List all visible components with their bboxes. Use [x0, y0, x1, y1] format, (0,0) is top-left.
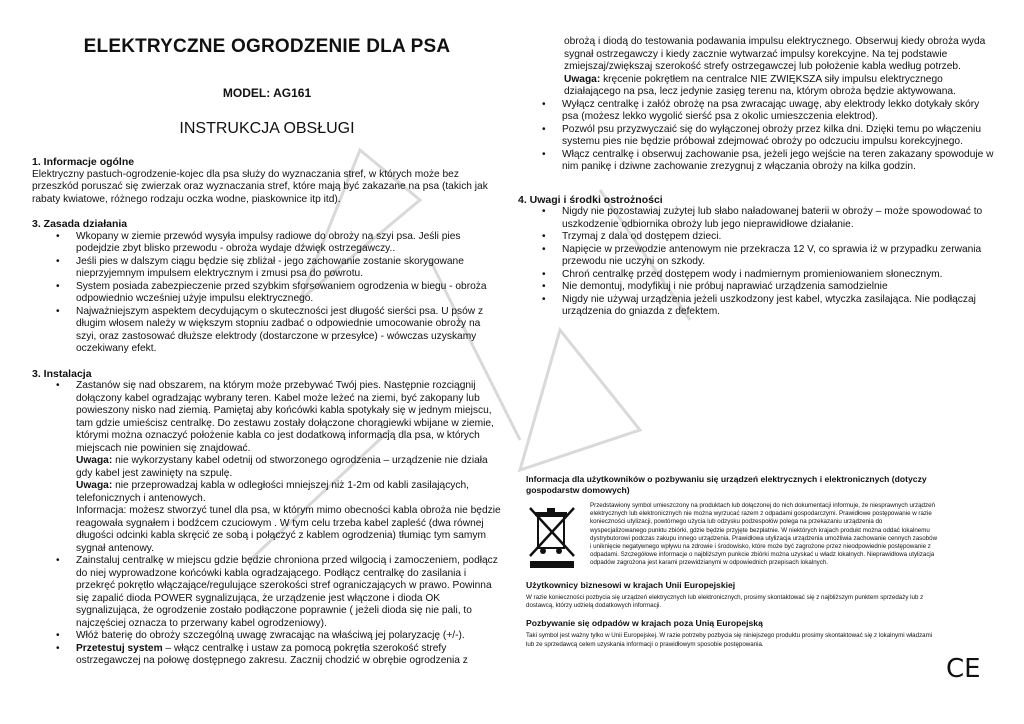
section-heading: 1. Informacje ogólne [32, 156, 135, 168]
section-heading: 3. Zasada działania [32, 218, 128, 230]
model-label: MODEL: AG161 [222, 86, 312, 100]
list-item: • Wkopany w ziemie przewód wysyła impulsy radiowe do obroży na szyi psa. Jeśli pies podejdzie zbyt blisko przewodu - obroża wydaje dźwięk ostrzegawczy.. [32, 231, 502, 256]
list-item [32, 380, 502, 555]
warning-text: kręcenie pokrętłem na centralce NIE ZWIĘKSZA siły impulsu elektrycznego działającego na psa, lecz jedynie zasięg terenu na, którym obroża będzie aktywowana. [564, 73, 956, 97]
continued-text [564, 36, 998, 99]
section-text: Elektryczny pastuch-ogrodzenie-kojec dla psa służy do wyznaczania stref, w których może bez przeszkód poruszać się zwierzak oraz wyznaczania stref, które mają być zakazane na psa (takich jak rabaty kwiatowe, różnego rodzaju oczka wodne, piaskownice itp itd). [32, 168, 488, 205]
ce-mark-logo: CE [946, 654, 981, 684]
list-item: • Włącz centralkę i obserwuj zachowanie psa, jeżeli jego wejście na teren zakazany spowoduje w nim panikę i dziwne zachowanie zrezygnuj z włączania obroży na kilka godzin. [518, 149, 998, 174]
continued-list [518, 99, 998, 174]
section-precautions [518, 194, 998, 319]
bullet-list [32, 380, 502, 668]
warning-label: Uwaga: [564, 73, 601, 85]
section-heading: 4. Uwagi i środki ostrożności [518, 193, 663, 206]
list-item [32, 643, 502, 668]
weee-heading: Informacja dla użytkowników o pozbywaniu się urządzeń elektrycznych i elektronicznych (dotyczy gospodarstw domowych) [526, 474, 927, 495]
list-item: • Trzymaj z dala od dostępem dzieci. [518, 231, 998, 244]
list-item: • Pozwól psu przyzwyczaić się do wyłączonej obroży przez kilka dni. Dzięki temu po włączeniu systemu pies nie będzie próbował zdejmować obroży po odczuciu impulsu korekcyjnego. [518, 124, 998, 149]
list-item: • Najważniejszym aspektem decydującym o skuteczności jest długość sierści psa. U psów z długim włosem należy w większym stopniu zadbać o odpowiednie umocowanie obroży na szyi, oraz zastosować dłuższe elektrody (dostarczone w przesyłce) - wówczas uzyskamy oczekiwany efekt. [32, 306, 502, 356]
section-installation [32, 368, 502, 668]
warning-text: nie wykorzystany kabel odetnij od stworzonego ogrodzenia – urządzenie nie działa gdy kabel jest zawinięty na szpulę. [76, 455, 488, 479]
list-item: • Jeśli pies w dalszym ciągu będzie się zbliżał - jego zachowanie zostanie skorygowane nieprzyjemnym impulsem elektrycznym i zmusi psa do powrotu. [32, 256, 502, 281]
list-item: • Napięcie w przewodzie antenowym nie przekracza 12 V, co sprawia iż w przypadku zerwania przewodu nie uczyni on szkody. [518, 244, 998, 269]
item-text: Zastanów się nad obszarem, na którym może przebywać Twój pies. Następnie rozciągnij dołączony kabel ogradzając wybrany teren. Kabel może leżeć na ziemi, być zakopany lub powieszony nisko nad ziemią. Pamiętaj aby końcówki kabla spotykały się w jednym miejscu, tam gdzie umieścisz centralkę. Do zestawu zostały dołączone chorągiewki wbijane w ziemie, którymi można oznaczyć położenie kabla co jest dodatkową informacją dla psa, w których miejscach nie powinien się znajdować. [76, 380, 494, 454]
instructions-subtitle: INSTRUKCJA OBSŁUGI [179, 120, 355, 137]
non-eu-text: Taki symbol jest ważny tylko w Unii Europejskej. W razie potrzeby pozbycia się niniejszego produktu prosimy skontaktować się z lokalnymi władzami lub ze sprzedawcą celem uzyskania informacji o prawidłowym sposobie postępowania. [526, 632, 933, 648]
bullet-list [518, 206, 998, 319]
non-eu-heading: Pozbywanie się odpadów w krajach poza Unią Europejską [526, 618, 763, 629]
info-text: Informacja: możesz stworzyć tunel dla psa, w którym mimo obecności kabla obroża nie będzie reagowała sygnałem i bodźcem czuciowym . W tym celu trzeba kabel zapleść (dwa równej długości odcinki kabla skręcić ze sobą i połączyć z kablem ogrodzenia) tłumiąc tym samym sygnał antenowy. [76, 505, 501, 554]
list-item: • Zainstaluj centralkę w miejscu gdzie będzie chroniona przed wilgocią i zamoczeniem, podłącz do niej wyprowadzone końcówki kabla ogradzającego. Podłącz centralkę do zasilania i przekręć pokrętło włączające/regulujące szerokości stref ograniczających w prawo. Powinna się zapalić dioda POWER sygnalizująca, że urządzenie jest włączone i dioda OK sygnalizująca, że ogrodzenie zostało podłączone poprawnie ( jeżeli dioda się nie pali, to najczęściej oznacza to przerwany kabel ogrodzeniowy). [32, 555, 502, 630]
list-item: • Chroń centralkę przed dostępem wody i nadmiernym promieniowaniem słonecznym. [518, 269, 998, 282]
document-title: ELEKTRYCZNE OGRODZENIE DLA PSA [83, 36, 451, 57]
section-operating-principle [32, 218, 502, 356]
item-text: – włącz centralkę i ustaw za pomocą pokrętła szerokość strefy ostrzegawczej na połowę dostępnego zakresu. Zacznij chodzić w obrębie ogrodzenia z [76, 642, 468, 666]
section-heading: 3. Instalacja [32, 367, 92, 380]
warning-text: nie przeprowadzaj kabla w odległości mniejszej niż 1-2m od kabli zasilających, telefonicznych i antenowych. [76, 480, 469, 504]
bullet-list [518, 99, 998, 174]
crossed-bin-icon [522, 502, 582, 572]
weee-body: Przedstawiony symbol umieszczony na produktach lub dołączonej do nich dokumentacji informuje, że niesprawnych urządzeń elektrycznych lub elektronicznych nie można wyrzucać razem z odpadami gospodarczymi. Prawidłowe postępowanie w razie konieczności utylizacji, powtórnego użycia lub odzysku podzespołów polega na przekazaniu urządzenia do wyspecjalizowanego punktu zbiórki, gdzie będzie przyjęte bezpłatnie. W niektórych krajach produkt można oddać lokalnemu dystrybutorowi podczas zakupu innego urządzenia. Prawidłowa utylizacja urządzenia umożliwia zachowanie cennych zasobów i uniknięcie negatywnego wpływu na zdrowie i środowisko, które może być zagrożone przez nieodpowiednie postępowanie z odpadami. Szczegółowe informacje o najbliższym punkcie zbiórki można uzyskać u władz lokalnych. Nieprawidłowa utylizacja odpadów zagrożona jest karami przewidzianymi w odpowiednich przepisach lokalnych. [590, 502, 938, 567]
list-item: • Włóż baterię do obroży szczególną uwagę zwracając na właściwą jej polaryzację (+/-). [32, 630, 502, 643]
right-column [518, 36, 998, 331]
warning-label: Uwaga: [76, 455, 113, 466]
weee-disposal-notice [518, 474, 938, 649]
list-item: • Nigdy nie używaj urządzenia jeżeli uszkodzony jest kabel, wtyczka zasilająca. Nie podłączaj urządzenia do gniazda z defektem. [518, 294, 998, 319]
warning-label: Uwaga: [76, 480, 113, 491]
bullet-list [32, 231, 502, 356]
list-item: • Nigdy nie pozostawiaj zużytej lub słabo naładowanej baterii w obroży – może spowodować to uszkodzenie odbiornika obroży lub jego nieprawidłowe działanie. [518, 206, 998, 231]
item-label: Przetestuj system [76, 642, 163, 654]
eu-business-heading: Użytkownicy biznesowi w krajach Unii Europejskiej [526, 580, 736, 590]
list-item: • Wyłącz centralkę i załóż obrożę na psa zwracając uwagę, aby elektrody lekko dotykały skóry psa (możesz lekko wygolić sierść psa z okolic umieszczenia elektrod). [518, 99, 998, 124]
eu-business-text: W razie konieczności pozbycia się urządzeń elektrycznych lub elektronicznych, prosimy skontaktować się z najbliższym punktem sprzedaży lub z dostawcą, którzy udzielą dodatkowych informacji. [526, 594, 924, 610]
list-item: • Nie demontuj, modyfikuj i nie próbuj naprawiać urządzenia samodzielnie [518, 281, 998, 294]
continued-paragraph: obrożą i diodą do testowania podawania impulsu elektrycznego. Obserwuj kiedy obroża wyda sygnał ostrzegawczy i kiedy zacznie wytwarzać impulsy korekcyjne. Na tej podstawie zmiejszaj/zwiększaj szerokość strefy ostrzegawczej lub położenie kabla według potrzeb. [564, 36, 986, 72]
list-item: • System posiada zabezpieczenie przed szybkim sforsowaniem ogrodzenia w biegu - obroża odpowiednio wcześniej użyje impulsu elektrycznego. [32, 281, 502, 306]
left-column [32, 36, 502, 680]
section-general-info [32, 156, 502, 206]
